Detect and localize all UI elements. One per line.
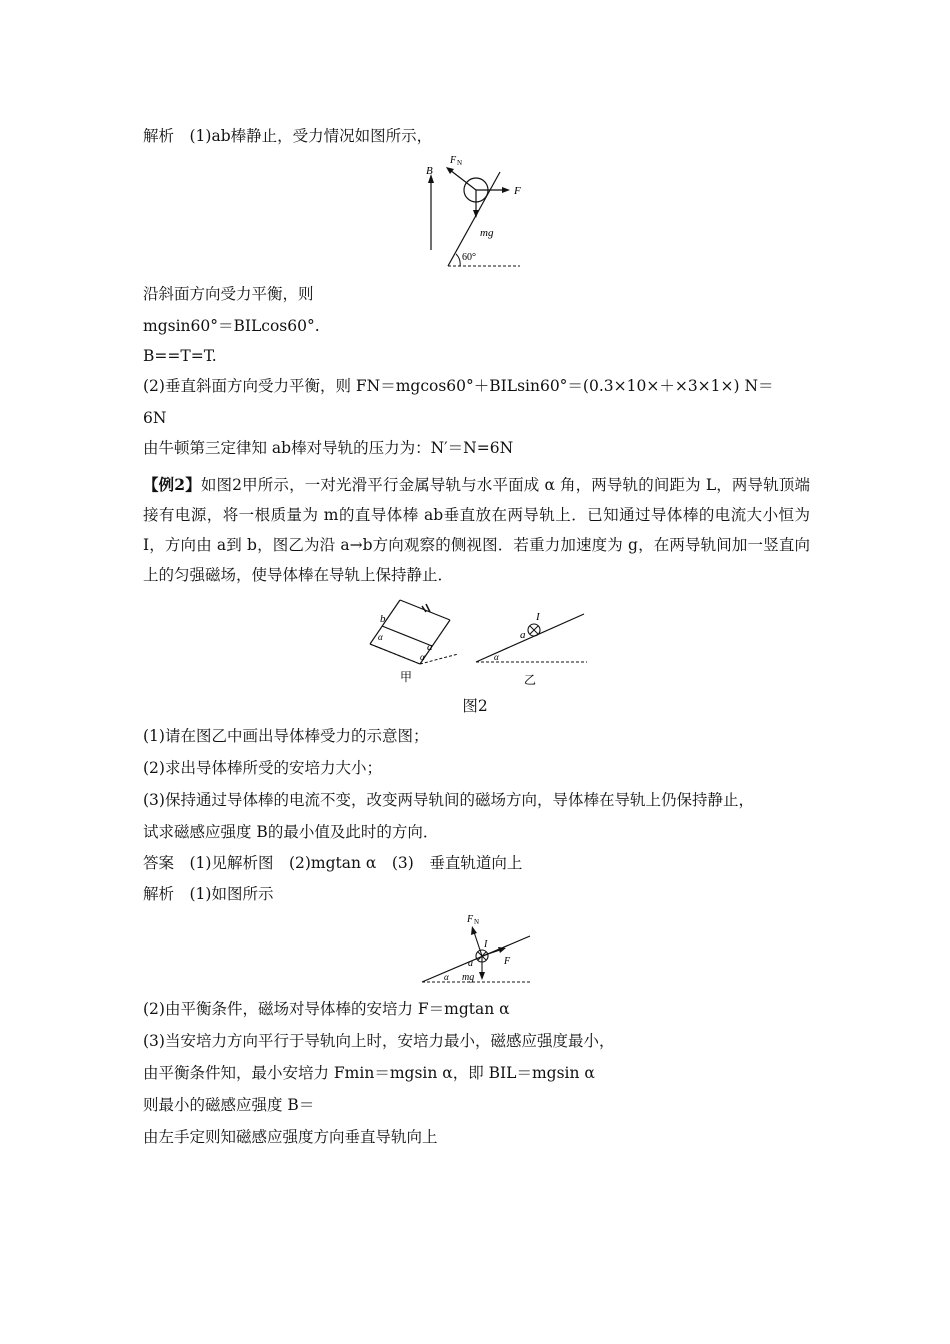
svg-text:a: a — [520, 629, 526, 641]
solution-2-line-5: 则最小的磁感应强度 B＝ — [143, 1096, 315, 1114]
question-2: (2)求出导体棒所受的安培力大小； — [143, 759, 382, 777]
svg-text:N: N — [474, 918, 480, 926]
sol-line-4: (2)垂直斜面方向受力平衡，则 FN＝mgcos60°＋BILsin60°＝(0.3×10×＋×3×1×) N＝ — [143, 377, 774, 395]
svg-text:a: a — [468, 958, 473, 969]
svg-text:a: a — [427, 641, 433, 653]
solution-2-line-4: 由平衡条件知，最小安培力 Fmin＝mgsin α，即 BIL＝mgsin α — [143, 1064, 595, 1082]
figure-caption: 图2 — [462, 697, 488, 715]
incline — [422, 936, 530, 982]
solution-2-line-6: 由左手定则知磁感应强度方向垂直导轨向上 — [143, 1128, 438, 1146]
solution-intro: 解析 (1)ab棒静止，受力情况如图所示， — [143, 127, 433, 145]
svg-text:α: α — [420, 652, 425, 662]
fn-label: F — [450, 155, 457, 166]
svg-text:F: F — [467, 914, 474, 925]
rod-ab — [382, 626, 432, 646]
svg-text:I: I — [484, 939, 488, 950]
b-label: B — [426, 165, 433, 177]
svg-text:乙: 乙 — [524, 673, 537, 687]
angle-label: 60° — [462, 252, 476, 263]
f-label: F — [514, 185, 521, 197]
svg-text:α: α — [444, 972, 449, 982]
svg-text:F: F — [504, 956, 511, 967]
svg-text:α: α — [494, 652, 499, 662]
sol-line-1: 沿斜面方向受力平衡，则 — [143, 285, 314, 303]
svg-text:α: α — [378, 632, 383, 642]
example-2-text — [143, 470, 810, 590]
figure-jia — [360, 594, 465, 684]
sol-line-2: mgsin60°＝BILcos60°. — [143, 317, 320, 335]
question-1: (1)请在图乙中画出导体棒受力的示意图； — [143, 727, 429, 745]
svg-text:mg: mg — [462, 972, 475, 983]
incline — [476, 614, 584, 662]
solution-2-line-2: (2)由平衡条件，磁场对导体棒的安培力 F＝mgtan α — [143, 1000, 510, 1018]
sol-line-3: B==T=T. — [143, 347, 217, 365]
example-tag: 【例2】 — [143, 475, 201, 494]
force-diagram-2 — [420, 910, 535, 990]
answer: 答案 (1)见解析图 (2)mgtan α (3) 垂直轨道向上 — [143, 854, 523, 872]
example-body: 如图2甲所示，一对光滑平行金属导轨与水平面成 α 角，两导轨的间距为 L，两导轨顶端接有电源，将一根质量为 m的直导体棒 ab垂直放在两导轨上．已知通过导体棒的电流大小恒为 I，方向由 a到 b，图乙为沿 a→b方向观察的侧视图．若重力加速度为 g，在两导轨间加一竖直向上的匀强磁场，使导体棒在导轨上保持静止． — [143, 476, 810, 584]
svg-text:甲: 甲 — [400, 670, 413, 684]
svg-text:b: b — [380, 613, 386, 625]
fn-sub: N — [457, 159, 463, 167]
sol-line-6: 由牛顿第三定律知 ab棒对导轨的压力为：N′＝N=6N — [143, 439, 514, 457]
force-diagram-1 — [420, 150, 540, 272]
sol-line-5: 6N — [143, 409, 167, 427]
solution-2-intro: 解析 (1)如图所示 — [143, 885, 274, 903]
question-3b: 试求磁感应强度 B的最小值及此时的方向． — [143, 823, 439, 841]
svg-text:I: I — [536, 611, 540, 623]
fn-arrow — [450, 170, 476, 190]
solution-2-line-3: (3)当安培力方向平行于导轨向上时，安培力最小，磁感应强度最小， — [143, 1032, 615, 1050]
mg-label: mg — [480, 227, 494, 239]
question-3a: (3)保持通过导体棒的电流不变，改变两导轨间的磁场方向，导体棒在导轨上仍保持静止， — [143, 791, 754, 809]
figure-yi — [472, 608, 592, 688]
